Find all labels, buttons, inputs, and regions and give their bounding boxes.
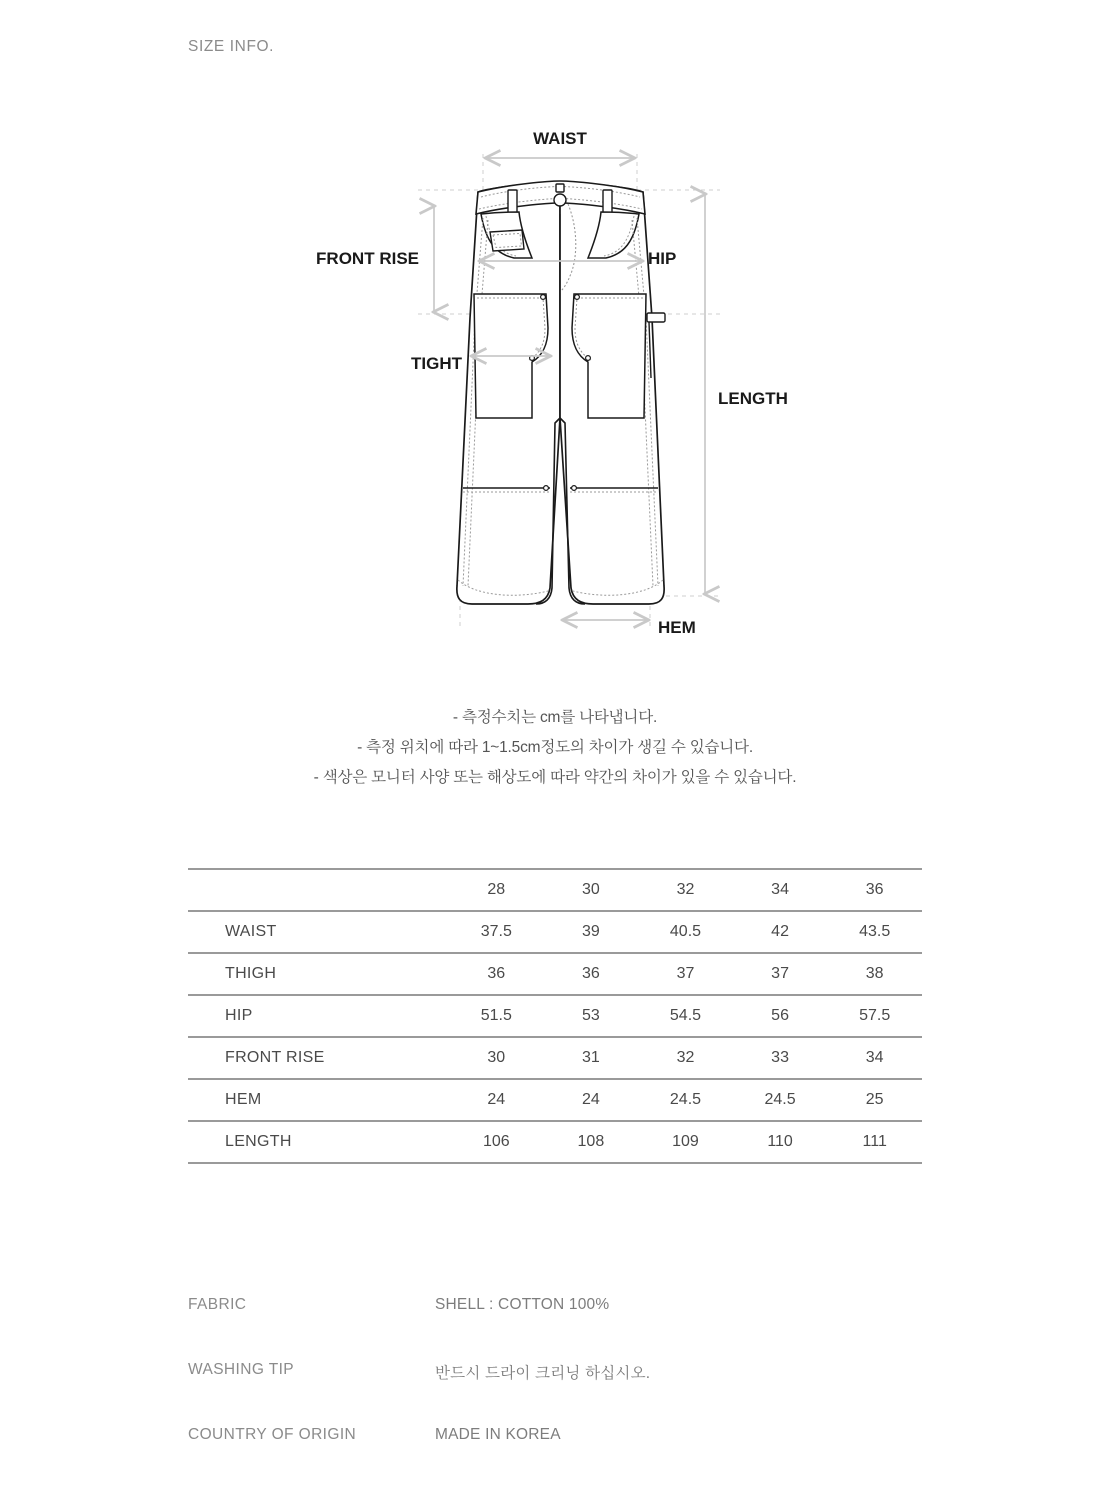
table-header-row	[188, 869, 922, 911]
table-cell: 110	[733, 1121, 828, 1163]
dim-label-length: LENGTH	[718, 389, 788, 408]
table-cell: 24.5	[733, 1079, 828, 1121]
info-value: MADE IN KOREA	[435, 1426, 561, 1443]
table-row-label: WAIST	[188, 911, 449, 953]
table-row-label: HIP	[188, 995, 449, 1037]
info-row-fabric	[188, 1296, 928, 1361]
measurement-notes	[0, 703, 1110, 793]
table-cell: 36	[449, 953, 544, 995]
dim-label-hip: HIP	[648, 249, 677, 268]
info-label: COUNTRY OF ORIGIN	[188, 1426, 357, 1443]
info-row-country-of-origin	[188, 1426, 928, 1491]
table-row	[188, 1079, 922, 1121]
info-value: 반드시 드라이 크리닝 하십시오.	[435, 1365, 651, 1382]
table-cell: 51.5	[449, 995, 544, 1037]
dim-label-front-rise: FRONT RISE	[316, 249, 419, 268]
info-label: WASHING TIP	[188, 1361, 295, 1378]
table-cell: 54.5	[638, 995, 733, 1037]
table-cell: 32	[638, 1037, 733, 1079]
garment-button	[554, 194, 566, 206]
table-cell: 38	[827, 953, 922, 995]
table-cell: 24.5	[638, 1079, 733, 1121]
table-row-label: LENGTH	[188, 1121, 449, 1163]
size-table	[188, 868, 922, 1164]
table-col-header: 32	[638, 869, 733, 911]
table-corner-cell	[188, 869, 449, 911]
table-cell: 40.5	[638, 911, 733, 953]
product-info-block	[188, 1296, 928, 1491]
table-cell: 37	[733, 953, 828, 995]
table-cell: 42	[733, 911, 828, 953]
table-cell: 37	[638, 953, 733, 995]
table-cell: 108	[544, 1121, 639, 1163]
dim-label-hem: HEM	[658, 618, 696, 637]
dim-label-waist: WAIST	[533, 129, 587, 148]
table-cell: 37.5	[449, 911, 544, 953]
page-title: SIZE INFO.	[188, 38, 275, 55]
table-col-header: 28	[449, 869, 544, 911]
table-row	[188, 1121, 922, 1163]
table-col-header: 30	[544, 869, 639, 911]
table-row-label: HEM	[188, 1079, 449, 1121]
note-line: - 측정 위치에 따라 1~1.5cm정도의 차이가 생길 수 있습니다.	[357, 739, 753, 756]
dim-label-tight: TIGHT	[411, 354, 462, 373]
table-cell: 24	[449, 1079, 544, 1121]
table-row	[188, 995, 922, 1037]
table-col-header: 34	[733, 869, 828, 911]
table-cell: 36	[544, 953, 639, 995]
table-cell: 43.5	[827, 911, 922, 953]
table-cell: 30	[449, 1037, 544, 1079]
note-line: - 측정수치는 cm를 나타냅니다.	[452, 709, 658, 726]
table-cell: 109	[638, 1121, 733, 1163]
table-cell: 31	[544, 1037, 639, 1079]
note-line: - 색상은 모니터 사양 또는 해상도에 따라 약간의 차이가 있을 수 있습니다.	[313, 769, 797, 786]
table-cell: 111	[827, 1121, 922, 1163]
table-row-label: THIGH	[188, 953, 449, 995]
info-row-washing-tip	[188, 1361, 928, 1426]
table-cell: 57.5	[827, 995, 922, 1037]
table-cell: 56	[733, 995, 828, 1037]
table-cell: 34	[827, 1037, 922, 1079]
table-cell: 39	[544, 911, 639, 953]
table-cell: 33	[733, 1037, 828, 1079]
table-cell: 106	[449, 1121, 544, 1163]
table-cell: 24	[544, 1079, 639, 1121]
size-diagram	[300, 118, 860, 663]
table-row	[188, 911, 922, 953]
table-row-label: FRONT RISE	[188, 1037, 449, 1079]
table-cell: 53	[544, 995, 639, 1037]
table-col-header: 36	[827, 869, 922, 911]
table-row	[188, 1037, 922, 1079]
table-cell: 25	[827, 1079, 922, 1121]
table-row	[188, 953, 922, 995]
info-value: SHELL : COTTON 100%	[435, 1296, 610, 1313]
info-label: FABRIC	[188, 1296, 247, 1313]
